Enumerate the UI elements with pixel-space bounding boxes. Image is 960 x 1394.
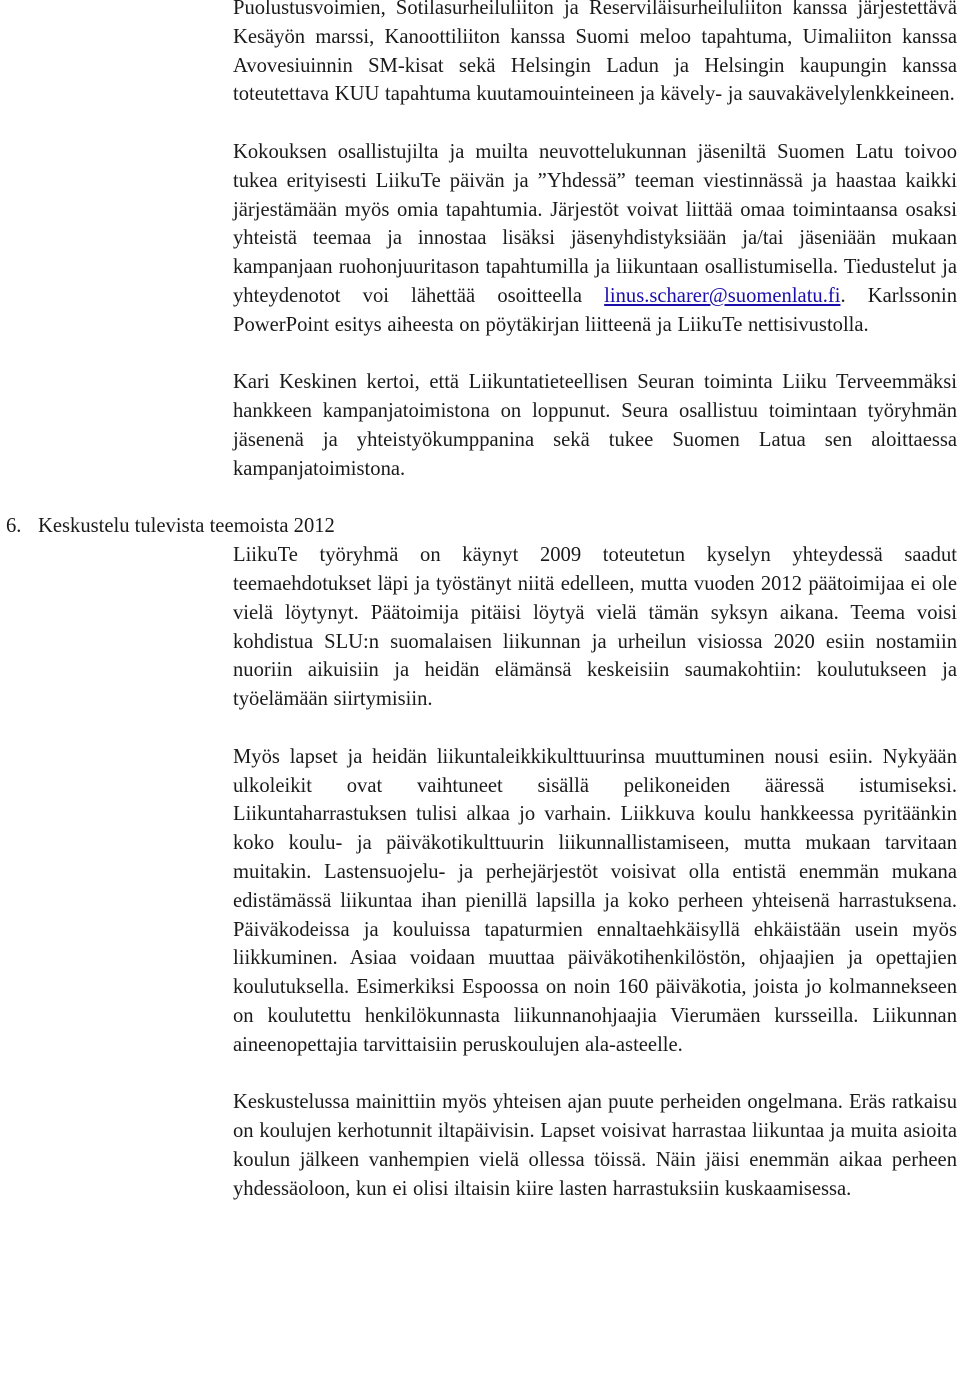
- paragraph-gap: [0, 340, 960, 369]
- section-6-paragraph-theme: LiikuTe työryhmä on käynyt 2009 toteutetun kyselyn yhteydessä saadut teemaehdotukset läpi ja työstänyt niitä edelleen, mutta vuoden 2012 päätoimijaa ei ole vielä löytynyt. Päätoimija pitäisi löytyä vielä tämän syksyn aikana. Teema voisi kohdistua SLU:n suomalaisen liikunnan ja urheilun visiossa 2020 esiin nostamiin nuoriin aikuisiin ja heidän elämänsä keskeisiin saumakohtiin: koulutukseen ja työelämään siirtymisiin.: [233, 544, 957, 711]
- section-number: 6.: [6, 515, 22, 538]
- paragraph-gap: [0, 714, 960, 743]
- paragraph-gap: [0, 109, 960, 138]
- section-title: Keskustelu tulevista teemoista 2012: [38, 515, 335, 538]
- paragraph-support-request: [233, 138, 957, 340]
- paragraph-events: Puolustusvoimien, Sotilasurheiluliiton ja Reserviläisurheiluliiton kanssa järjestettävä Kesäyön marssi, Kanoottiliiton kanssa Suomi meloo tapahtuma, Uimaliiton kanssa Avovesiuinnin SM-kisat sekä Helsingin Ladun ja Helsingin kaupungin kanssa toteutettava KUU tapahtuma kuutamouinteineen ja kävely- ja sauvakävelylenkkeineen.: [233, 0, 957, 106]
- paragraph-gap: [0, 1059, 960, 1088]
- section-6-paragraph-family-time: Keskustelussa mainittiin myös yhteisen ajan puute perheiden ongelmana. Eräs ratkaisu on koulujen kerhotunnit iltapäivisin. Lapset voisivat harrastaa liikuntaa ja muita asioita koulun jälkeen vanhempien vielä ollessa töissä. Näin jäisi enemmän aikaa perheen yhdessäoloon, kun ei olisi iltaisin kiire lasten harrastuksiin kuskaamisessa.: [233, 1091, 957, 1200]
- email-link[interactable]: linus.scharer@suomenlatu.fi: [604, 284, 841, 307]
- section-6-paragraph-children: Myös lapset ja heidän liikuntaleikkikulttuurinsa muuttuminen nousi esiin. Nykyään ulkoleikit ovat vaihtuneet sisällä pelikoneiden ääressä istumiseksi. Liikuntaharrastuksen tulisi alkaa jo varhain. Liikkuva koulu hankkeessa pyritäänkin koko koulu- ja päiväkotikulttuurin liikunnallistamiseen, mutta mukaan tarvitaan muitakin. Lastensuojelu- ja perhejärjestöt voisivat olla entistä enemmän mukana edistämässä liikuntaa ihan pienillä lapsilla ja koko perheen yhteisenä harrastuksena. Päiväkodeissa ja kouluissa tapaturmien ennaltaehkäisyllä ehkäistään usein myös liikkuminen. Asiaa voidaan muuttaa päiväkotihenkilöstön, ohjaajien ja opettajien koulutuksella. Esimerkiksi Espoossa on noin 160 päiväkotia, joista jo kolmannekseen on koulutettu henkilökunnasta liikunnanohjaajia Vierumäen kursseilla. Liikunnan aineenopettajia tarvittaisiin peruskoulujen ala-asteelle.: [233, 745, 957, 1056]
- section-6-heading: [6, 512, 960, 541]
- paragraph-text: Kokouksen osallistujilta ja muilta neuvottelukunnan jäseniltä Suomen Latu toivoo tukea erityisesti LiikuTe päivän ja ”Yhdessä” teeman viestinnässä ja haastaa kaikki järjestämään myös omia tapahtumia. Järjestöt voivat liittää omaa toimintaansa osaksi yhteistä teemaa ja innostaa lisäksi jäsenyhdistyksiään ja/tai jäseniään mukaan kampanjaan ruohonjuuritason tapahtumilla ja liikuntaan osallistumisella. Tiedustelut ja yhteydenotot voi lähettää osoitteella: [233, 140, 957, 307]
- paragraph-keskinen: Kari Keskinen kertoi, että Liikuntatieteellisen Seuran toiminta Liiku Terveemmäksi hankkeen kampanjatoimistona on loppunut. Seura osallistuu toimintaan työryhmän jäsenenä ja yhteistyökumppanina sekä tukee Suomen Latua sen aloittaessa kampanjatoimistona.: [233, 371, 957, 480]
- paragraph-gap: [0, 484, 960, 513]
- paragraph-text: . Karlssonin PowerPoint esitys aiheesta on pöytäkirjan liitteenä ja LiikuTe nettisivustolla.: [233, 284, 957, 336]
